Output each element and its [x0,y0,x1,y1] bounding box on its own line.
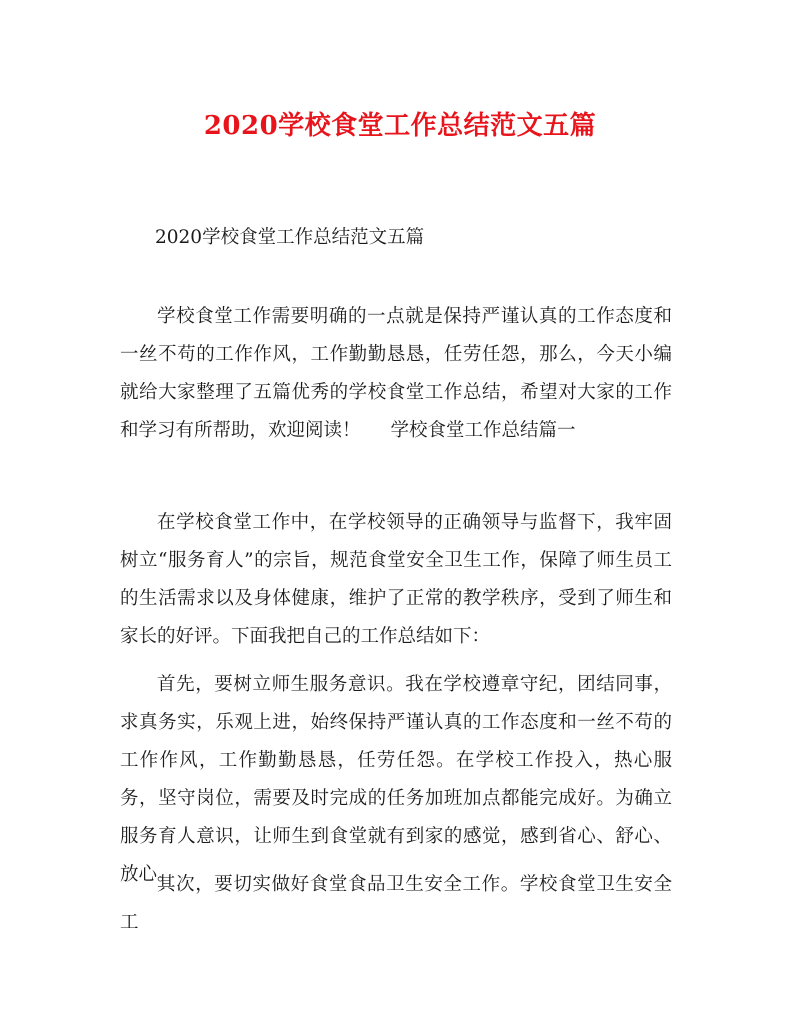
document-subtitle: 2020学校食堂工作总结范文五篇 [155,227,425,248]
intro-text: 学校食堂工作需要明确的一点就是保持严谨认真的工作态度和一丝不苟的工作作风，工作勤勤恳恳，任劳任怨，那么，今天小编就给大家整理了五篇优秀的学校食堂工作总结，希望对大家的工作和学习有所帮助，欢迎阅读！ [120,306,672,441]
body-paragraph-1: 在学校食堂工作中，在学校领导的正确领导与监督下，我牢固树立“服务育人”的宗旨，规范食堂安全卫生工作，保障了师生员工的生活需求以及身体健康，维护了正常的教学秩序，受到了师生和家长的好评。下面我把自己的工作总结如下： [120,512,672,647]
body-paragraph-2: 首先，要树立师生服务意识。我在学校遵章守纪，团结同事，求真务实，乐观上进，始终保持严谨认真的工作态度和一丝不苟的工作作风，工作勤勤恳恳，任劳任怨。在学校工作投入，热心服务，坚守岗位，需要及时完成的任务加班加点都能完成好。为确立服务育人意识，让师生到食堂就有到家的感觉，感到省心、舒心、放心。 [120,674,672,885]
body-paragraph-3: 其次，要切实做好食堂食品卫生安全工作。学校食堂卫生安全工 [120,874,672,933]
section-heading: 学校食堂工作总结篇一 [390,420,576,441]
document-title: 2020学校食堂工作总结范文五篇 [203,111,597,141]
intro-paragraph [120,298,672,450]
